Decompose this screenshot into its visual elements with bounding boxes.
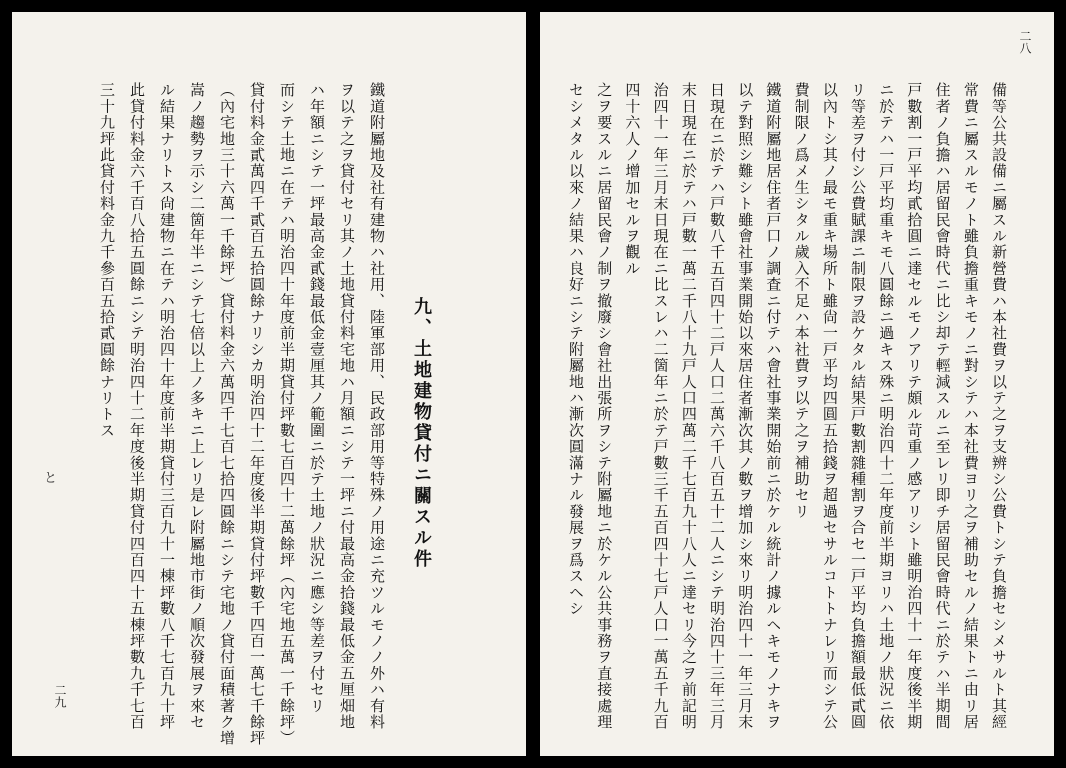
text-column: 嵩ノ趨勢ヲ示シ二箇年半ニシテ七倍以上ノ多キニ上レリ是レ附屬地市街ノ順次發展ヲ來セ <box>188 82 206 730</box>
text-column: 而シテ土地ニ在テハ明治四十年度前半期貸付坪數七百四十二萬餘坪（內宅地五萬一千餘坪） <box>278 82 296 747</box>
left-page <box>12 12 526 756</box>
text-column: 鐵道附屬地及社有建物ハ社用、陸軍部用、民政部用等特殊ノ用途ニ充ツルモノノ外ハ有料 <box>368 82 386 730</box>
text-column: ヲ以テ之ヲ貸付セリ其ノ土地貸付料宅地ハ月額ニシテ一坪ニ付最高金拾錢最低金五厘畑地 <box>338 82 356 730</box>
text-column: 四十六人ノ增加セルヲ觀ル <box>623 82 642 277</box>
text-column: 以內トシ其ノ最モ重キ場所ト雖尙一戸平均四圓五拾錢ヲ超過セサルコトトナレリ而シテ公 <box>820 82 839 730</box>
page-number: 二八 <box>1018 30 1032 54</box>
text-column: 戸數割一戸平均貳拾圓ニ達セルモノアリテ頗ル苛重ノ感アリシト雖明治四十一年度後半期 <box>905 82 924 730</box>
text-column: 日現在ニ於テハ戸數八千五百四十二戸人口二萬六千八百五十二人ニシテ明治四十三年三月 <box>708 82 726 730</box>
text-column: セシメタル以來ノ結果ハ良好ニシテ附屬地ハ漸次圓滿ナル發展ヲ爲スヘシ <box>567 82 585 617</box>
text-column: 三十九坪此貸付料金九千參百五拾貳圓餘ナリトス <box>98 82 116 439</box>
text-column: 費制限ノ爲メ生シタル歲入不足ハ本社費ヲ以テ之ヲ補助セリ <box>792 82 811 520</box>
text-column: ル結果ナリトス尙建物ニ在テハ明治四十年度前半期貸付三百九十一棟坪數八千七百九十坪 <box>158 82 176 730</box>
text-column: 以テ對照シ難シト雖會社事業開始以來居住者漸次其ノ數ヲ增加シ來リ明治四十一年三月末 <box>736 82 755 730</box>
book-gutter <box>526 12 540 756</box>
text-column: 備等公共設備ニ屬スル新營費ハ本社費ヲ以テ之ヲ支辨シ公費トシテ負擔セシメサルト其經 <box>990 82 1008 730</box>
text-column: 治四十一年三月末日現在ニ比スレハ二箇年ニ於テ戸數三千五百四十七戸人口一萬五千九百 <box>651 82 670 730</box>
page-number: 二九 <box>53 684 67 708</box>
text-column: 常費ニ屬スルモノト雖負擔重キモノニ對シテハ本社費ヨリ之ヲ補助セルノ結果トニ由リ居 <box>961 82 980 730</box>
text-column: 之ヲ要スルニ居留民會ノ制ヲ撤廢シ會社出張所ヲシテ附屬地ニ於ケル公共事務ヲ直接處理 <box>595 82 614 730</box>
text-column: 此貸付料金六千百八拾五圓餘ニシテ明治四十二年度後半期貸付四百四十五棟坪數九千七百 <box>128 82 146 730</box>
text-column: 末日現在ニ於テハ戸數一萬二千八十九戸人口四萬二千七百九十八人ニ達セリ今之ヲ前記明 <box>679 82 698 730</box>
text-column: リ等差ヲ付シ公費賦課ニ制限ヲ設ケタル結果戸數割雜種割ヲ合セ一戸平均負擔額最低貳圓 <box>849 82 867 730</box>
text-column: ハ年額ニシテ一坪最高金貳錢最低金壹厘其ノ範圍ニ於テ土地ノ狀況ニ應シ等差ヲ付セリ <box>308 82 326 714</box>
text-column: （內宅地三十六萬一千餘坪）貸付料金六萬四千七百七拾四圓餘ニシテ宅地ノ貸付面積著ク增 <box>218 82 236 747</box>
text-column: 住者ノ負擔ハ居留民會時代ニ比シ却テ輕減スルニ至レリ即チ居留民會時代ニ於テハ半期間 <box>933 82 952 730</box>
section-heading: 九、土地建物貸付ニ關スル件 <box>411 297 432 570</box>
margin-mark: と <box>44 471 58 486</box>
right-page <box>540 12 1054 756</box>
text-column: ニ於テハ一戸平均重キモ八圓餘ニ過キス殊ニ明治四十二年度前半期ヨリハ土地ノ狀況ニ依 <box>877 82 896 730</box>
text-column: 鐵道附屬地居住者戸口ノ調査ニ付テハ會社事業開始前ニ於ケル統計ノ據ルヘキモノナキヲ <box>764 82 783 730</box>
text-column: 貸付料金貳萬四千貳百五拾圓餘ナリシカ明治四十二年度後半期貸付坪數千四百一萬七千餘坪 <box>248 82 266 747</box>
